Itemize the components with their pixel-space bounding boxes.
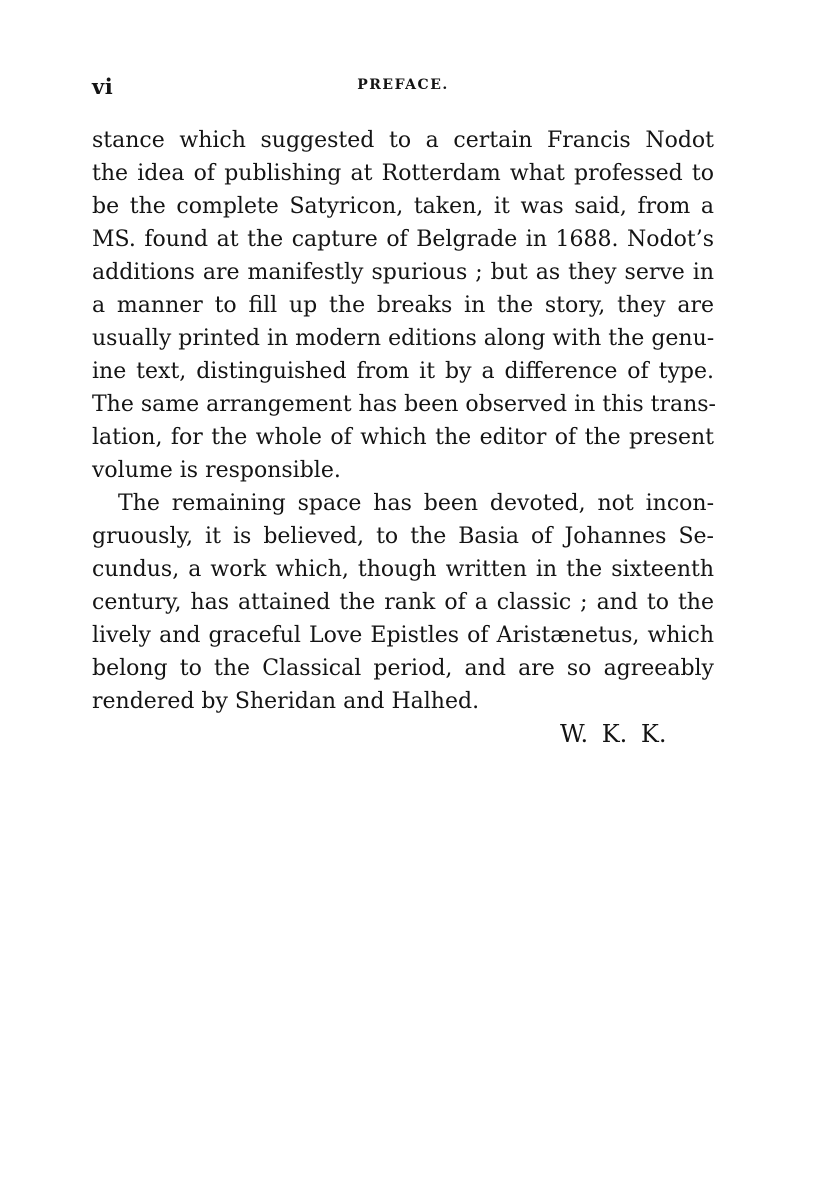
text-line: lation, for the whole of which the editor of the present xyxy=(92,425,714,450)
text-line: cundus, a work which, though written in the sixteenth xyxy=(92,557,714,582)
text-line: rendered by Sheridan and Halhed. xyxy=(92,689,480,714)
text-line: the idea of publishing at Rotterdam what professed to xyxy=(92,161,714,186)
running-head xyxy=(92,74,714,104)
text-line: The same arrangement has been observed in this trans- xyxy=(92,392,716,417)
text-line: belong to the Classical period, and are so agreeably xyxy=(92,656,714,681)
text-line: gruously, it is believed, to the Basia of Johannes Se- xyxy=(92,524,714,549)
text-line: century, has attained the rank of a classic ; and to the xyxy=(92,590,714,615)
paragraph-continued xyxy=(92,124,714,487)
text-line: ine text, distinguished from it by a difference of type. xyxy=(92,359,714,384)
text-line: a manner to fill up the breaks in the story, they are xyxy=(92,293,714,318)
text-line: be the complete Satyricon, taken, it was said, from a xyxy=(92,194,714,219)
text-line: stance which suggested to a certain Francis Nodot xyxy=(92,128,714,153)
text-line: The remaining space has been devoted, not incon- xyxy=(118,491,714,516)
signature: W. K. K. xyxy=(560,720,667,748)
body-text xyxy=(92,124,714,718)
text-line: MS. found at the capture of Belgrade in 1688. Nodot’s xyxy=(92,227,714,252)
running-title: PREFACE. xyxy=(357,77,449,93)
text-line: lively and graceful Love Epistles of Aristænetus, which xyxy=(92,623,714,648)
paragraph-remaining-space xyxy=(92,487,714,718)
page-number: vi xyxy=(92,74,114,99)
text-line: additions are manifestly spurious ; but as they serve in xyxy=(92,260,714,285)
text-line: volume is responsible. xyxy=(92,458,341,483)
text-line: usually printed in modern editions along with the genu- xyxy=(92,326,715,351)
